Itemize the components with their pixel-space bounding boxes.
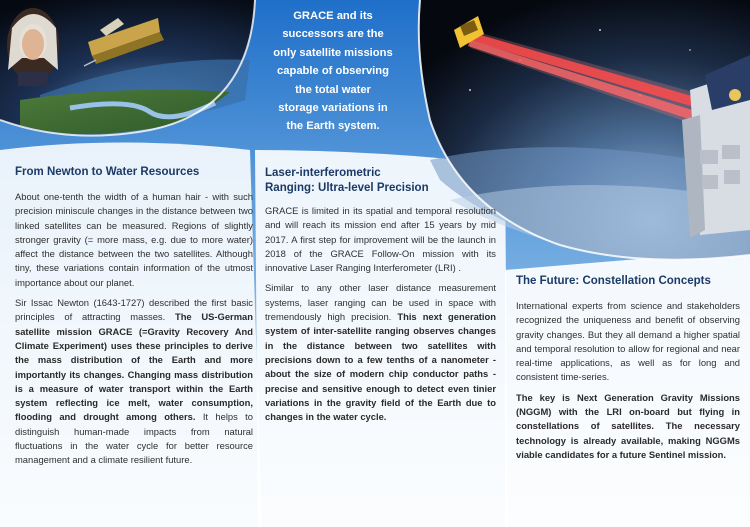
section-newton — [15, 165, 253, 474]
headline-line: the total water — [295, 83, 371, 96]
paragraph-bold-text: This next generation system of inter-satellite ranging observes changes in the distance between two satellites with precisions down to a few tenths of a nanometer - about the size of modern chip conductor paths - precise and sensitive enough to detect even tinier variations in the gravity field of the Earth due to changes in the water cycle. — [265, 311, 496, 423]
section-future — [516, 274, 740, 468]
section-heading — [265, 166, 496, 196]
headline-line: capable of observing — [277, 65, 389, 78]
paragraph-bold-text: The key is Next Generation Gravity Missions (NGGM) with the LRI on-board but flying in constellations of satellites. The necessary technology is already available, making NGGMs viable candidates for a future Sentinel mission. — [516, 391, 740, 460]
headline — [262, 7, 404, 136]
headline-line: storage variations in — [278, 102, 388, 115]
paragraph: International experts from science and stakeholders recognized the uniqueness and benefit of observing gravity changes. But they all demand a higher spatial and temporal resolution to allow for regional and near real-time applications, as well as for long and consistent time-series. — [516, 300, 740, 383]
section-heading-line: Laser-interferometric — [265, 167, 381, 179]
headline-line: only satellite missions — [273, 46, 393, 59]
headline-line: GRACE and its — [293, 10, 373, 22]
paragraph — [265, 281, 496, 424]
paragraph: About one-tenth the width of a human hair - with such precision miniscule changes in the distance between two linked satellites can be measured. Regions of slightly stronger gravity (= more mass, e.g. due to more water) affect the distance between the two satellites. Although tiny, these variations contain information of the utmost importance about our planet. — [15, 191, 253, 288]
paragraph-bold-text: The US-German satellite mission GRACE (=Gravity Recovery And Climate Experiment) uses these principles to derive the mass distribution of the Earth and more importantly its changes. Changing mass distribution is a measure of water transport within the Earth system reflecting ice melt, water consumption, flooding and drought among others. — [15, 311, 253, 423]
paragraph: GRACE is limited in its spatial and temporal resolution and will reach its mission end after 15 years by mid 2017. A first step for improvement will be the launch in 2018 of the GRACE Follow-On mission with its innovative Laser Ranging Interferometer (LRI) . — [265, 205, 496, 274]
paragraph-text: Similar to any other laser distance measurement systems, laser ranging can be used in space with tremendously high precision. — [265, 282, 496, 323]
section-heading-line: Ranging: Ultra-level Precision — [265, 182, 429, 194]
paragraph-text: Sir Issac Newton (1643-1727) described the first basic principles of attracting masses. — [15, 297, 253, 323]
paragraph — [15, 296, 253, 468]
headline-line: successors are the — [282, 28, 384, 41]
section-heading: From Newton to Water Resources — [15, 166, 200, 178]
section-heading: The Future: Constellation Concepts — [516, 275, 711, 287]
section-laser-ranging — [265, 166, 496, 430]
paragraph-text: It helps to distinguish human-made impacts from natural fluctuations in the water cycle for better resource management and a climate resilient future. — [15, 411, 253, 466]
headline-line: the Earth system. — [286, 120, 380, 133]
